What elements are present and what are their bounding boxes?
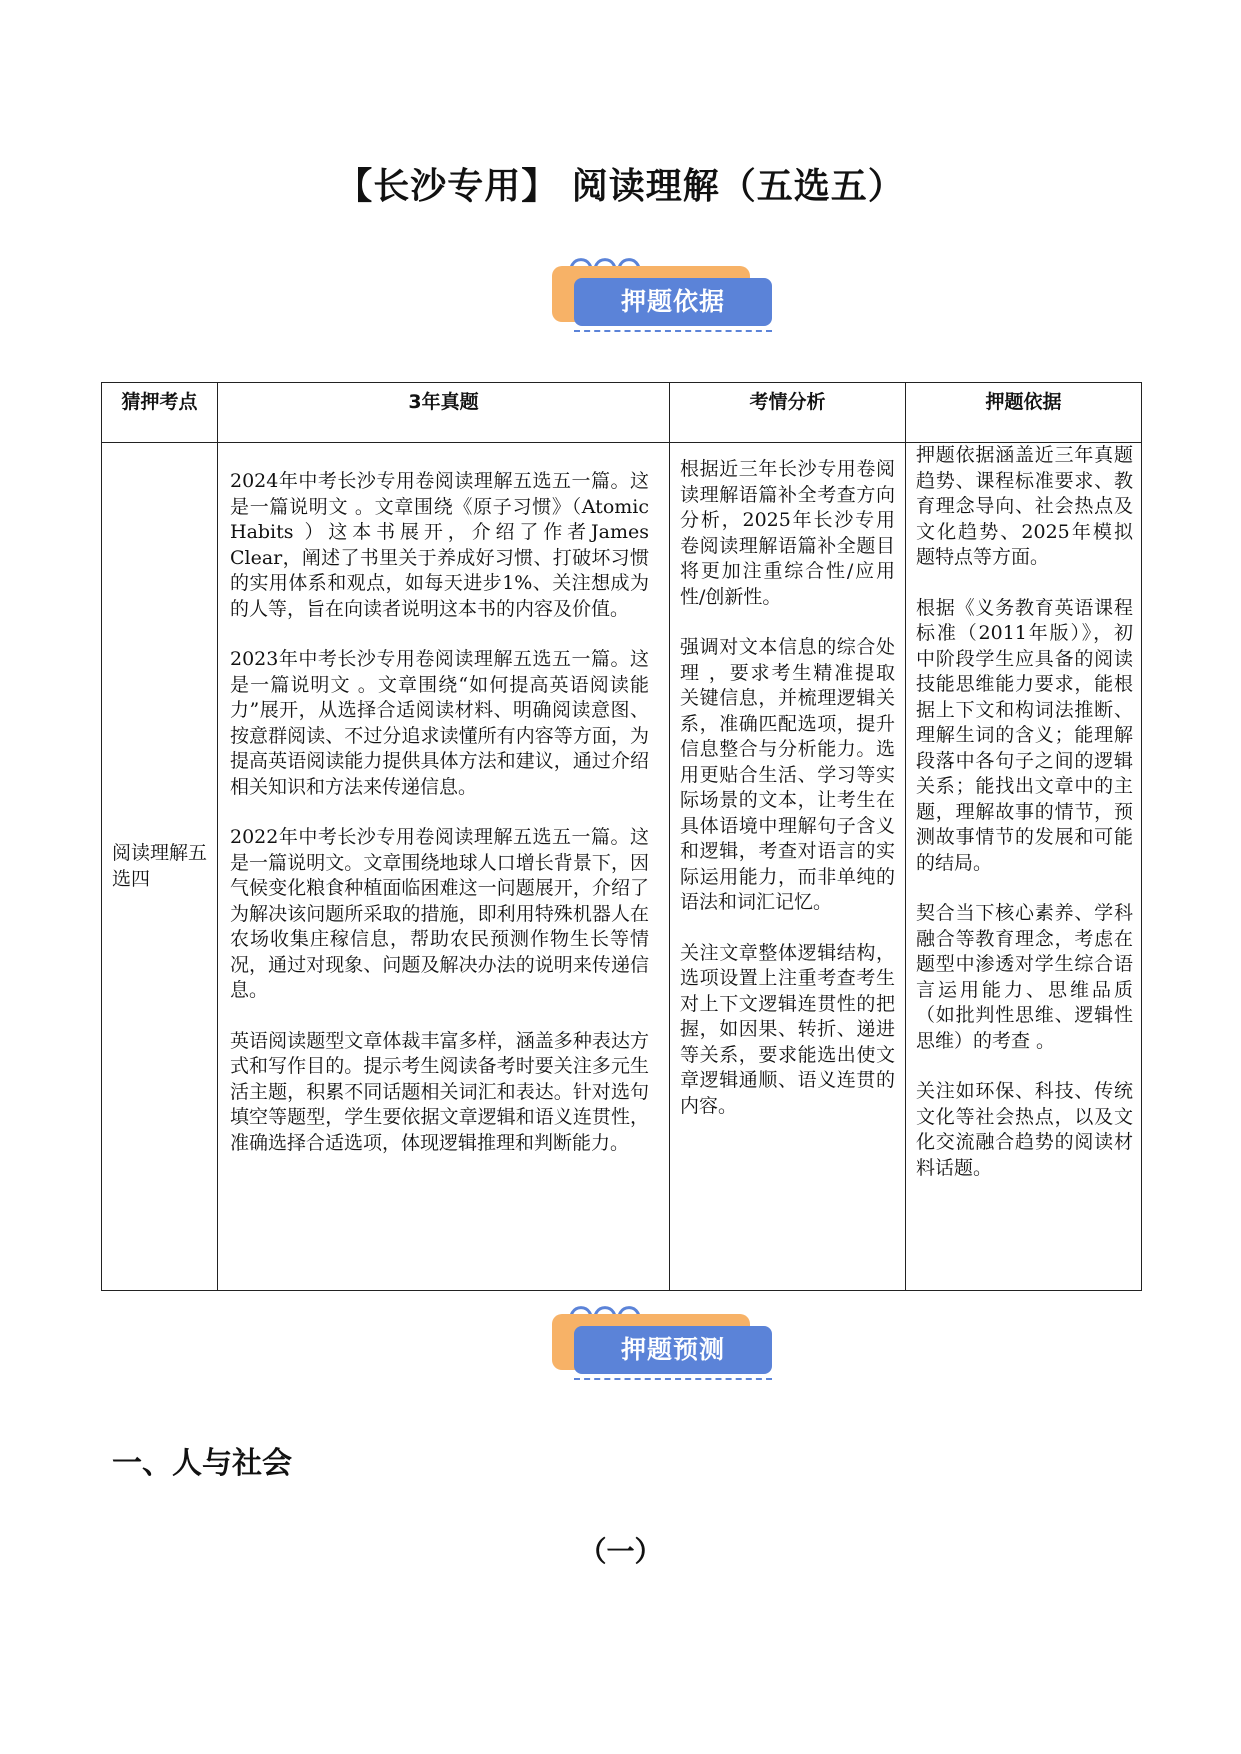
badge-yati-yiju [552, 254, 772, 334]
basis-paragraph-1: 押题依据涵盖近三年真题趋势、课程标准要求、教育理念导向、社会热点及文化趋势、2025年模拟题特点等方面。 [916, 444, 1133, 568]
badge-label: 押题依据 [574, 278, 772, 326]
topic-text: 阅读理解五选四 [112, 842, 208, 890]
analysis-cell [670, 443, 906, 1291]
past-exam-2022: 2022年中考长沙专用卷阅读理解五选五一篇。这是一篇说明文。文章围绕地球人口增长背景下，因气候变化粮食种植面临困难这一问题展开，介绍了为解决该问题所采取的措施，即利用特殊机器人在农场收集庄稼信息，帮助农民预测作物生长等情况，通过对现象、问题及解决办法的说明来传递信息。 [230, 826, 649, 1001]
past-exam-summary: 英语阅读题型文章体裁丰富多样，涵盖多种表达方式和写作目的。提示考生阅读备考时要关注多元生活主题，积累不同话题相关词汇和表达。针对选句填空等题型，学生要依据文章逻辑和语义连贯性，准确选择合适选项，体现逻辑推理和判断能力。 [230, 1029, 649, 1154]
basis-paragraph-2: 根据《义务教育英语课程标准（2011年版）》，初中阶段学生应具备的阅读技能思维能力要求，能根据上下文和构词法推断、理解生词的含义；能理解段落中各句子之间的逻辑关系；能找出文章中的主题，理解故事的情节，预测故事情节的发展和可能的结局。 [916, 596, 1133, 874]
exam-analysis-table [101, 382, 1142, 1291]
analysis-paragraph-3: 关注文章整体逻辑结构，选项设置上注重考查考生对上下文逻辑连贯性的把握，如因果、转折、递进等关系，要求能选出使文章逻辑通顺、语义连贯的内容。 [680, 941, 895, 1117]
badge-label: 押题预测 [574, 1326, 772, 1374]
table-row [102, 443, 1142, 1291]
basis-paragraph-4: 关注如环保、科技、传统文化等社会热点，以及文化交流融合趋势的阅读材料话题。 [916, 1080, 1133, 1179]
badge-dashed-line [574, 1378, 772, 1380]
basis-cell [906, 443, 1142, 1291]
section-heading: 一、人与社会 [112, 1446, 292, 1481]
past-exams-cell [218, 443, 670, 1291]
header-basis: 押题依据 [906, 383, 1142, 443]
header-past-exams: 3年真题 [218, 383, 670, 443]
subsection-heading: （一） [578, 1535, 663, 1568]
document-title: 【长沙专用】 阅读理解（五选五） [336, 166, 905, 207]
past-exam-2024: 2024年中考长沙专用卷阅读理解五选五一篇。这是一篇说明文 。文章围绕《原子习惯》（Atomic Habits ）这本书展开，介绍了作者James Clear，阐述了书里关于养成好习惯、打破坏习惯的实用体系和观点，如每天进步1%、关注想成为的人等，旨在向读者说明这本书的内容及价值。 [230, 470, 649, 620]
basis-paragraph-3: 契合当下核心素养、学科融合等教育理念，考虑在题型中渗透对学生综合语言运用能力、思维品质（如批判性思维、逻辑性思维）的考查 。 [916, 902, 1133, 1052]
header-topic: 猜押考点 [102, 383, 218, 443]
past-exam-2023: 2023年中考长沙专用卷阅读理解五选五一篇。这是一篇说明文 。文章围绕“如何提高英语阅读能力”展开，从选择合适阅读材料、明确阅读意图、按意群阅读、不过分追求读懂所有内容等方面，为提高英语阅读能力提供具体方法和建议，通过介绍相关知识和方法来传递信息。 [230, 648, 649, 798]
header-analysis: 考情分析 [670, 383, 906, 443]
analysis-paragraph-1: 根据近三年长沙专用卷阅读理解语篇补全考查方向分析，2025年长沙专用卷阅读理解语篇补全题目将更加注重综合性/应用性/创新性。 [680, 458, 895, 608]
badge-dashed-line [574, 330, 772, 332]
badge-yati-yuce [552, 1302, 772, 1382]
analysis-paragraph-2: 强调对文本信息的综合处理 ，要求考生精准提取关键信息，并梳理逻辑关系，准确匹配选项，提升信息整合与分析能力。选用更贴合生活、学习等实际场景的文本，让考生在具体语境中理解句子含义和逻辑，考查对语言的实际运用能力，而非单纯的语法和词汇记忆。 [680, 636, 895, 913]
table-header-row [102, 383, 1142, 443]
topic-cell [102, 443, 218, 1291]
